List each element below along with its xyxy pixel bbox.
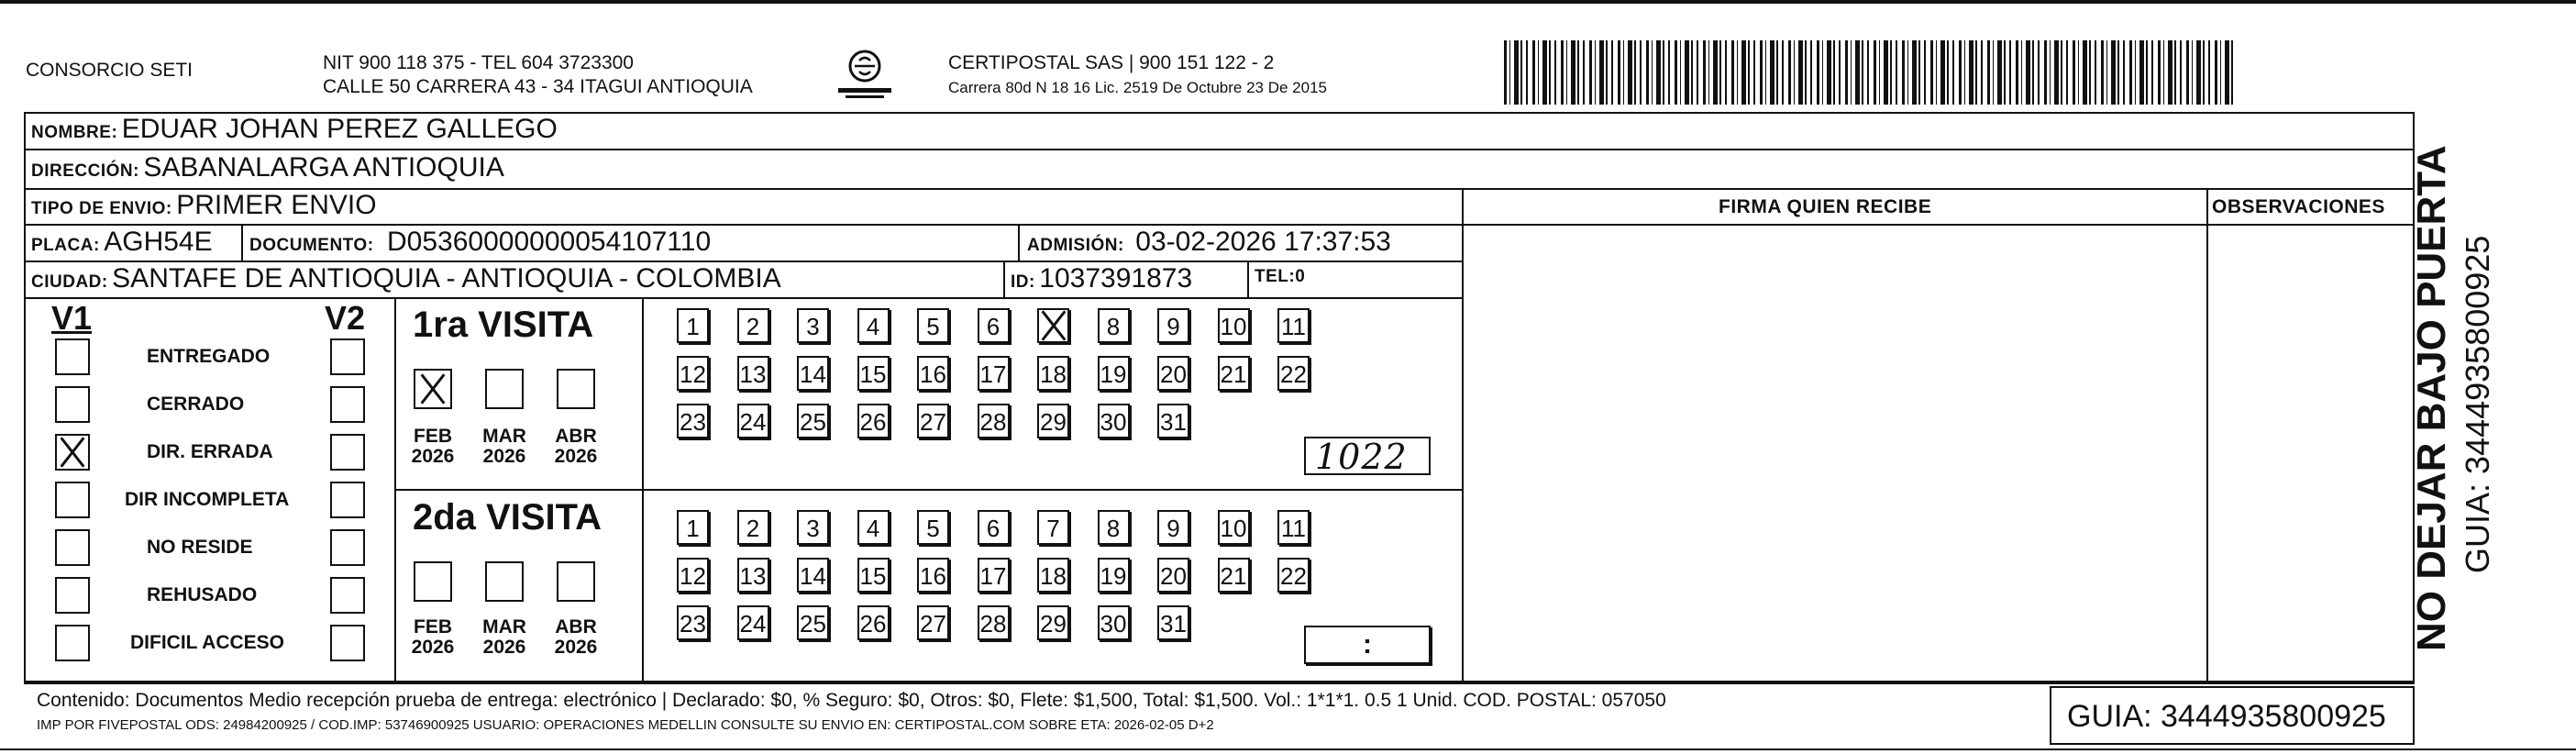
admision-value: 03-02-2026 17:37:53	[1135, 227, 1391, 257]
visit2-time-box[interactable]	[1304, 626, 1431, 664]
ciudad-value: SANTAFE DE ANTIOQUIA - ANTIOQUIA - COLOMBIA	[112, 263, 781, 294]
id-label: ID:	[1011, 272, 1035, 292]
day-box[interactable]: 30	[1098, 605, 1130, 640]
day-box[interactable]: 28	[978, 404, 1010, 438]
day-box[interactable]: 25	[797, 404, 829, 438]
status-label: REHUSADO	[147, 584, 258, 605]
month-checkbox[interactable]	[485, 561, 524, 602]
form-frame	[24, 112, 2415, 682]
day-box[interactable]: 30	[1098, 404, 1130, 438]
nombre-value: EDUAR JOHAN PEREZ GALLEGO	[121, 114, 558, 144]
placa-label: PLACA:	[31, 236, 100, 255]
day-box[interactable]: 29	[1037, 404, 1069, 438]
day-box[interactable]: 24	[737, 404, 769, 438]
row-line	[24, 188, 2415, 190]
day-box[interactable]: 31	[1157, 404, 1189, 438]
day-box[interactable]: 25	[797, 605, 829, 640]
certipostal-line-2: Carrera 80d N 18 16 Lic. 2519 De Octubre 23 De 2015	[948, 79, 1327, 96]
obs-divider	[2206, 188, 2208, 682]
placa-value: AGH54E	[104, 227, 213, 257]
month-name: ABR	[555, 426, 597, 447]
month-name: MAR	[482, 616, 526, 638]
day-box[interactable]: 1	[677, 308, 709, 343]
month-label	[477, 427, 532, 467]
id-cell	[1011, 263, 1192, 294]
month-year: 2026	[482, 637, 526, 658]
status-v2-checkbox[interactable]	[330, 434, 365, 471]
day-box[interactable]: 21	[1218, 356, 1250, 391]
tel-label: TEL:	[1255, 267, 1296, 286]
cell-divider	[1018, 224, 1020, 261]
month-checkbox[interactable]	[485, 369, 524, 409]
ciudad-label: CIUDAD:	[31, 272, 108, 292]
day-box[interactable]: 11	[1277, 308, 1310, 343]
certipostal-logo-icon	[833, 46, 897, 101]
day-box[interactable]: 10	[1218, 510, 1250, 545]
month-checkbox[interactable]	[414, 561, 452, 602]
day-box[interactable]: 10	[1218, 308, 1250, 343]
day-box[interactable]: 17	[978, 558, 1010, 593]
month-year: 2026	[411, 637, 455, 658]
month-checkbox[interactable]	[414, 369, 452, 409]
day-box[interactable]: 8	[1098, 510, 1130, 545]
nombre-row	[31, 114, 558, 145]
observaciones-label: OBSERVACIONES	[2212, 196, 2385, 217]
status-label: DIR INCOMPLETA	[125, 489, 290, 510]
nit-line-1: NIT 900 118 375 - TEL 604 3723300	[323, 52, 634, 73]
day-box[interactable]: 31	[1157, 605, 1189, 640]
month-name: MAR	[482, 426, 526, 447]
day-box[interactable]: 23	[677, 605, 709, 640]
day-box[interactable]: 20	[1157, 356, 1189, 391]
nombre-label: NOMBRE:	[31, 123, 118, 142]
month-name: FEB	[414, 426, 452, 447]
status-v1-checkbox[interactable]	[55, 482, 90, 518]
status-label: DIFICIL ACCESO	[130, 632, 285, 653]
tipo-row	[31, 190, 377, 221]
day-box[interactable]: 15	[857, 558, 890, 593]
day-box[interactable]: 2	[737, 510, 769, 545]
day-box[interactable]: 7	[1037, 510, 1069, 545]
tel-value: 0	[1295, 267, 1306, 286]
side-guia: GUIA: 3444935800925	[2459, 235, 2496, 573]
tipo-label: TIPO DE ENVIO:	[31, 199, 172, 218]
documento-label: DOCUMENTO:	[249, 236, 374, 255]
day-box[interactable]: 18	[1037, 558, 1069, 593]
no-dejar-bajo-puerta: NO DEJAR BAJO PUERTA	[2409, 145, 2454, 651]
visit1-title: 1ra VISITA	[413, 305, 594, 345]
day-box[interactable]: 6	[978, 510, 1010, 545]
day-box[interactable]: 9	[1157, 510, 1189, 545]
visit1-time-value: 1022	[1315, 437, 1408, 477]
month-label	[548, 427, 603, 467]
month-label	[405, 617, 460, 658]
day-box[interactable]: 28	[978, 605, 1010, 640]
status-v1-checkbox[interactable]	[55, 338, 90, 375]
status-label: ENTREGADO	[147, 346, 271, 367]
row-line	[24, 297, 1462, 299]
day-box[interactable]: 8	[1098, 308, 1130, 343]
bottom-rule	[0, 748, 2576, 750]
documento-cell	[249, 227, 711, 258]
day-box[interactable]: 17	[978, 356, 1010, 391]
month-year: 2026	[554, 637, 598, 658]
firma-header-line	[1462, 224, 2415, 226]
day-box[interactable]: 4	[857, 510, 890, 545]
v1-label: V1	[51, 299, 93, 337]
cell-divider	[1247, 261, 1249, 297]
company-name: CONSORCIO SETI	[26, 60, 193, 81]
status-v1-checkbox[interactable]	[55, 625, 90, 661]
v2-label: V2	[325, 299, 366, 337]
day-box[interactable]: 19	[1098, 356, 1130, 391]
status-v1-checkbox[interactable]	[55, 386, 90, 423]
id-value: 1037391873	[1039, 263, 1193, 294]
day-box[interactable]: 18	[1037, 356, 1069, 391]
day-box[interactable]: 21	[1218, 558, 1250, 593]
placa-cell	[31, 227, 213, 258]
day-box[interactable]: 11	[1277, 510, 1310, 545]
day-box[interactable]: 26	[857, 605, 890, 640]
visit2-time-placeholder: :	[1363, 629, 1372, 660]
month-label	[548, 617, 603, 658]
month-checkbox[interactable]	[557, 561, 595, 602]
day-box[interactable]: 12	[677, 356, 709, 391]
month-label	[477, 617, 532, 658]
row-line	[24, 261, 1462, 262]
top-rule	[0, 0, 2576, 4]
day-box[interactable]: 14	[797, 558, 829, 593]
firma-divider	[1462, 188, 1464, 682]
day-box[interactable]: 12	[677, 558, 709, 593]
cell-divider	[241, 224, 243, 261]
status-v2-checkbox[interactable]	[330, 482, 365, 518]
month-year: 2026	[482, 446, 526, 467]
month-year: 2026	[411, 446, 455, 467]
month-label	[405, 427, 460, 467]
visit1-time-box[interactable]	[1304, 437, 1431, 475]
direccion-value: SABANALARGA ANTIOQUIA	[143, 152, 504, 183]
admision-label: ADMISIÓN:	[1027, 236, 1124, 255]
month-year: 2026	[554, 446, 598, 467]
day-box[interactable]: 16	[917, 558, 949, 593]
status-v2-checkbox[interactable]	[330, 338, 365, 375]
visit2-title: 2da VISITA	[413, 497, 602, 538]
day-box[interactable]: 5	[917, 510, 949, 545]
certipostal-line-1: CERTIPOSTAL SAS | 900 151 122 - 2	[948, 52, 1275, 73]
admision-cell	[1027, 227, 1391, 258]
status-v2-checkbox[interactable]	[330, 625, 365, 661]
firma-label: FIRMA QUIEN RECIBE	[1719, 196, 1932, 217]
day-box[interactable]: 26	[857, 404, 890, 438]
day-box[interactable]: 13	[737, 356, 769, 391]
ciudad-cell	[31, 263, 781, 294]
day-box[interactable]: 2	[737, 308, 769, 343]
day-box[interactable]: 1	[677, 510, 709, 545]
documento-value: D05360000000054107110	[387, 227, 712, 257]
day-box[interactable]: 19	[1098, 558, 1130, 593]
barcode	[1504, 40, 2234, 105]
footer-imp: IMP POR FIVEPOSTAL ODS: 24984200925 / COD.IMP: 53746900925 USUARIO: OPERACIONES MEDELLIN CONSULTE SU ENVIO EN: CERTIPOSTAL.COM SOBRE ETA: 2026-02-05 D+2	[37, 717, 1214, 733]
direccion-label: DIRECCIÓN:	[31, 161, 139, 181]
status-v1-checkbox[interactable]	[55, 434, 90, 471]
footer-line	[24, 682, 2415, 684]
footer-guia: GUIA: 3444935800925	[2067, 699, 2386, 734]
day-box[interactable]: 3	[797, 510, 829, 545]
status-v2-checkbox[interactable]	[330, 386, 365, 423]
visit-divider	[394, 489, 1462, 491]
day-box[interactable]: 20	[1157, 558, 1189, 593]
day-box[interactable]: 3	[797, 308, 829, 343]
day-box[interactable]: 9	[1157, 308, 1189, 343]
day-box[interactable]: 22	[1277, 356, 1310, 391]
day-box[interactable]: 27	[917, 404, 949, 438]
status-v2-checkbox[interactable]	[330, 577, 365, 614]
tipo-value: PRIMER ENVIO	[176, 190, 377, 220]
day-box[interactable]: 15	[857, 356, 890, 391]
month-checkbox[interactable]	[557, 369, 595, 409]
nit-line-2: CALLE 50 CARRERA 43 - 34 ITAGUI ANTIOQUIA	[323, 76, 753, 97]
tel-cell	[1255, 267, 1305, 287]
day-box[interactable]: 16	[917, 356, 949, 391]
status-v2-checkbox[interactable]	[330, 529, 365, 566]
status-label: DIR. ERRADA	[147, 441, 273, 462]
day-box[interactable]: 27	[917, 605, 949, 640]
day-box[interactable]: 29	[1037, 605, 1069, 640]
day-box[interactable]	[1037, 308, 1069, 343]
month-name: ABR	[555, 616, 597, 638]
status-v1-checkbox[interactable]	[55, 577, 90, 614]
day-box[interactable]: 24	[737, 605, 769, 640]
day-box[interactable]: 6	[978, 308, 1010, 343]
cell-divider	[1003, 261, 1005, 297]
status-label: NO RESIDE	[147, 537, 253, 558]
month-name: FEB	[414, 616, 452, 638]
day-box[interactable]: 14	[797, 356, 829, 391]
day-box[interactable]: 23	[677, 404, 709, 438]
day-box[interactable]: 4	[857, 308, 890, 343]
day-box[interactable]: 13	[737, 558, 769, 593]
status-label: CERRADO	[147, 394, 245, 415]
footer-contenido: Contenido: Documentos Medio recepción prueba de entrega: electrónico | Declarado: $0, % Seguro: $0, Otros: $0, Flete: $1,500, Total: $1,500. Vol.: 1*1*1. 0.5 1 Unid. COD. POSTAL: 057050	[37, 690, 1666, 711]
row-line	[24, 149, 2415, 150]
day-box[interactable]: 5	[917, 308, 949, 343]
status-v1-checkbox[interactable]	[55, 529, 90, 566]
direccion-row	[31, 152, 504, 183]
day-box[interactable]: 22	[1277, 558, 1310, 593]
